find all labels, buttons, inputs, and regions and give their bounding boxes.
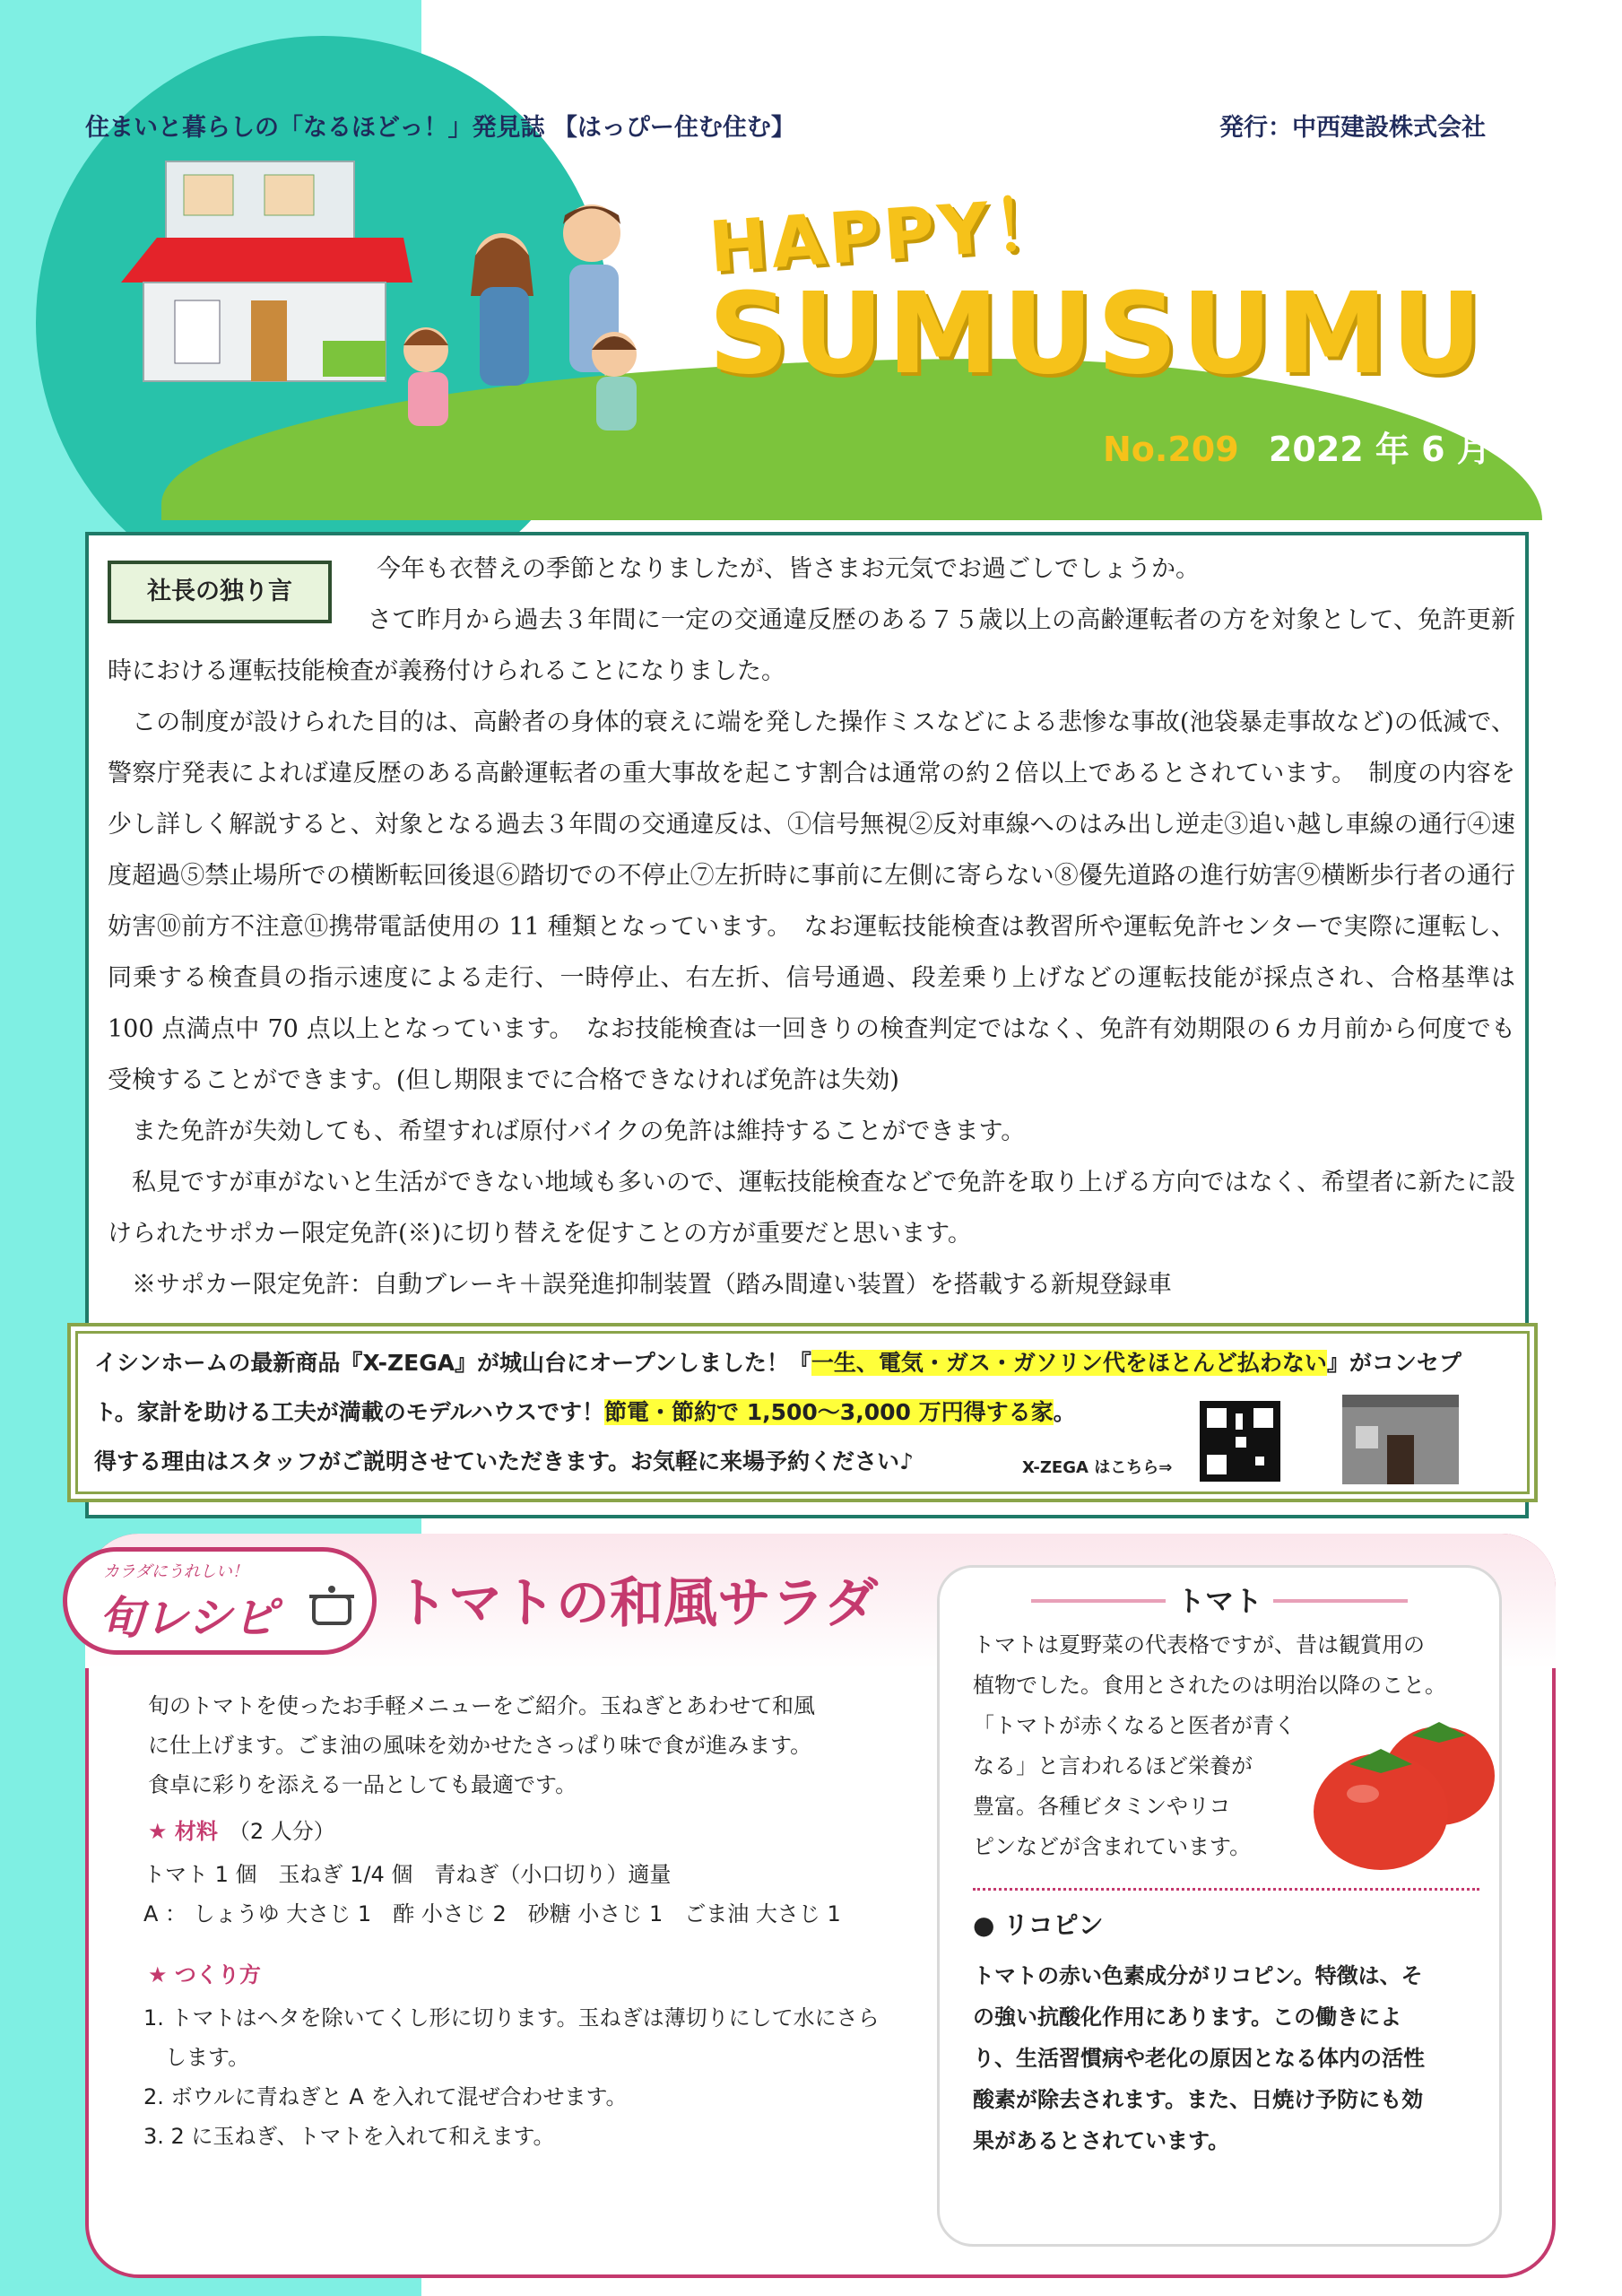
column-paragraph-5: 私見ですが車がないと生活ができない地域も多いので、運転技能検査などで免許を取り上げる方向ではなく、希望者に新たに設けられたサポカー限定免許(※)に切り替えを促すことの方が重要だと思います。 (108, 1169, 1515, 1248)
column-paragraph-2: さて昨月から過去３年間に一定の交通違反歴のある７５歳以上の高齢運転者の方を対象として、免許更新時における運転技能検査が義務付けられることになりました。 (108, 606, 1515, 685)
issue-date: 2022 年 6 月 (1268, 430, 1491, 469)
ingredients-heading: ★ 材料 （2 人分） (148, 1819, 335, 1844)
promo-highlight-2: 節電・節約で 1,500～3,000 万円得する家 (604, 1399, 1054, 1425)
tomato-text: トマトは夏野菜の代表格ですが、昔は観賞用の 植物でした。食用とされたのは明治以降のこと。 「トマトが赤くなると医者が青く なる」と言われるほど栄養が 豊富。各種ビタミンやリコ ピンなどが含まれています。 (973, 1632, 1446, 1859)
issue-number: No.209 (1103, 430, 1239, 469)
lycopene-text: トマトの赤い色素成分がリコピン。特徴は、そ の強い抗酸化作用にあります。この働きによ り、生活習慣病や老化の原因となる体内の活性 酸素が除去されます。また、日焼け予防にも効 果があるとされています。 (973, 1963, 1425, 2153)
ingredients-list: トマト 1 個 玉ねぎ 1/4 個 青ねぎ（小口切り）適量 A ： しょうゆ 大さじ 1 酢 小さじ 2 砂糖 小さじ 1 ごま油 大さじ 1 (143, 1862, 841, 1926)
promo-line-2: ト。家計を助ける工夫が満載のモデルハウスです！節電・節約で 1,500～3,000 万円得する家。 (94, 1399, 1076, 1425)
recipe-intro: 旬のトマトを使ったお手軽メニューをご紹介。玉ねぎとあわせて和風 に仕上げます。ごま油の風味を効かせたさっぱり味で食が進みます。 食卓に彩りを添える一品としても最適です。 (148, 1693, 815, 1797)
column-paragraph-4: また免許が失効しても、希望すれば原付バイクの免許は維持することができます。 (132, 1118, 1026, 1145)
recipe-badge (63, 1547, 377, 1655)
qr-code-icon[interactable] (1200, 1401, 1280, 1482)
issue-info (1103, 422, 1491, 471)
column-paragraph-3: この制度が設けられた目的は、高齢者の身体的衰えに端を発した操作ミスなどによる悲惨な事故(池袋暴走事故など)の低減で、警察庁発表によれば違反歴のある高齢運転者の重大事故を起こす割合は通常の約２倍以上であるとされています。 制度の内容を少し詳しく解説すると、対象となる過去３年間の交通違反は、①信号無視②反対車線へのはみ出し逆走③追い越し車線の通行④速度超過⑤禁止場所での横断転回後退⑥踏切での不停止⑦左折時に事前に左側に寄らない⑧優先道路の進行妨害⑨横断歩行者の通行妨害⑩前方不注意⑪携帯電話使用の 11 種類となっています。 なお運転技能検査は教習所や運転免許センターで実際に運転し、同乗する検査員の指示速度による走行、一時停止、右左折、信号通過、段差乗り上げなどの運転技能が採点され、合格基準は 100 点満点中 70 点以上となっています。 なお技能検査は一回きりの検査判定ではなく、免許有効期限の６カ月前から何度でも受検することができます。(但し期限までに合格できなければ免許は失効) (108, 709, 1515, 1094)
recipe-title: トマトの和風サラダ (395, 1572, 879, 1635)
title-sumusumu: SUMUSUMU (708, 269, 1486, 399)
publisher: 発行：中西建設株式会社 (1219, 114, 1486, 142)
recipe-badge-main: 旬レシピ (99, 1592, 277, 1644)
column-chip: 社長の独り言 (108, 561, 332, 623)
steps-list: 1. トマトはヘタを除いてくし形に切ります。玉ねぎは薄切りにして水にさら します。 2. ボウルに青ねぎと A を入れて混ぜ合わせます。 3. 2 に玉ねぎ、トマトを入れて和えます。 (143, 2005, 880, 2149)
recipe-badge-small: カラダにうれしい！ (103, 1562, 248, 1581)
tomato-illustration (1305, 1709, 1502, 1874)
pot-icon (305, 1578, 359, 1632)
column-paragraph-1: 今年も衣替えの季節となりましたが、皆さまお元気でお過ごしでしょうか。 (377, 555, 1200, 583)
lycopene-heading: ● リコピン (973, 1910, 1104, 1940)
steps-heading: ★ つくり方 (148, 1962, 261, 1987)
promo-line-1: イシンホームの最新商品『X-ZEGA』が城山台にオープンしました！『一生、電気・ガス・ガソリン代をほとんど払わない』がコンセプ (94, 1350, 1462, 1376)
servings: （2 人分） (239, 1819, 335, 1844)
promo-line-3: 得する理由はスタッフがご説明させていただきます。お気軽に来場予約ください♪ (94, 1448, 914, 1474)
title-happy: HAPPY！ (706, 183, 1069, 289)
family-illustration (377, 197, 681, 457)
model-house-image (1338, 1386, 1463, 1484)
promo-text (94, 1338, 1529, 1486)
side-heading: トマト (1166, 1578, 1273, 1620)
qr-label: X-ZEGA はこちら⇒ (1022, 1458, 1173, 1477)
promo-highlight-1: 一生、電気・ガス・ガソリン代をほとんど払わない (811, 1350, 1327, 1376)
side-divider (973, 1888, 1479, 1891)
house-illustration (117, 152, 421, 386)
tagline: 住まいと暮らしの「なるほどっ！」発見誌 【はっぴー住む住む】 (85, 114, 795, 142)
column-footnote: ※サポカー限定免許：自動ブレーキ＋誤発進抑制装置（踏み間違い装置）を搭載する新規登録車 (132, 1271, 1172, 1299)
